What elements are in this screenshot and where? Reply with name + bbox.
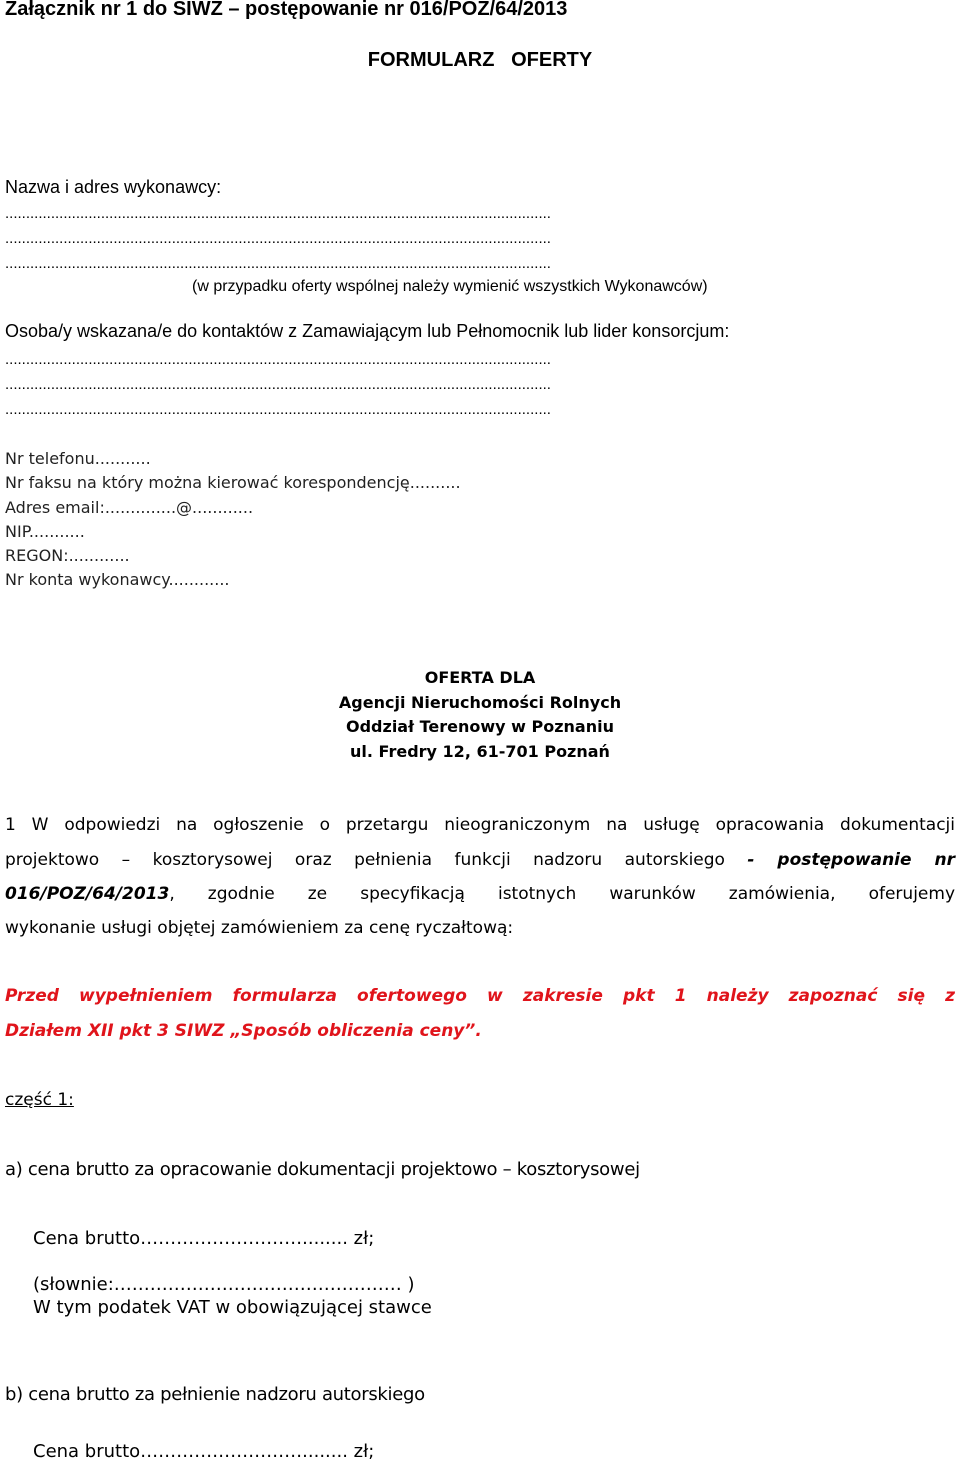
regon-field[interactable]: REGON:............	[5, 546, 130, 565]
recipient-line-1: OFERTA DLA	[424, 668, 536, 687]
offer-paragraph-line-3-text: , zgodnie ze specyfikacją istotnych warunków zamówienia, oferujemy	[169, 884, 955, 904]
offer-paragraph-line-1: 1 W odpowiedzi na ogłoszenie o przetargu nieograniczonym na usługę opracowania dokumentacji	[5, 815, 955, 835]
nip-field[interactable]: NIP...........	[5, 522, 85, 541]
item-a-label: a) cena brutto za opracowanie dokumentacji projektowo – kosztorysowej	[5, 1159, 640, 1180]
procedure-number: 016/POZ/64/2013	[5, 884, 170, 904]
contractor-dots-3: ...................................................................................................................................	[5, 255, 551, 272]
contact-dots-2: ...................................................................................................................................	[5, 376, 551, 393]
contractor-dots-2: ...................................................................................................................................	[5, 230, 551, 247]
warning-line-2: Działem XII pkt 3 SIWZ „Sposób obliczenia ceny”.	[5, 1021, 482, 1041]
fax-field[interactable]: Nr faksu na który można kierować korespondencję..........	[5, 473, 461, 492]
item-b-label: b) cena brutto za pełnienie nadzoru autorskiego	[5, 1384, 425, 1405]
price-a-words-field[interactable]: (słownie:………………………………………… )	[33, 1274, 415, 1295]
contractor-dots-1: ...................................................................................................................................	[5, 205, 551, 222]
part-1-heading: część 1:	[5, 1090, 74, 1110]
procedure-reference: - postępowanie nr	[747, 850, 955, 870]
email-field[interactable]: Adres email:..............@............	[5, 498, 254, 517]
offer-paragraph-line-3	[5, 884, 955, 904]
contact-dots-3: ...................................................................................................................................	[5, 401, 551, 418]
vat-a-note: W tym podatek VAT w obowiązującej stawce	[33, 1297, 432, 1318]
contractor-name-label: Nazwa i adres wykonawcy:	[5, 177, 222, 197]
recipient-line-4: ul. Fredry 12, 61-701 Poznań	[350, 742, 610, 761]
recipient-line-2: Agencji Nieruchomości Rolnych	[338, 693, 622, 712]
price-a-field[interactable]: Cena brutto………………………........ zł;	[33, 1228, 375, 1249]
recipient-line-3: Oddział Terenowy w Poznaniu	[346, 717, 614, 736]
warning-line-1: Przed wypełnieniem formularza ofertowego w zakresie pkt 1 należy zapoznać się z	[5, 986, 955, 1006]
attachment-title: Załącznik nr 1 do SIWZ – postępowanie nr 016/POZ/64/2013	[5, 0, 568, 20]
form-title: FORMULARZ OFERTY	[367, 49, 593, 71]
offer-paragraph-line-4: wykonanie usługi objętej zamówieniem za cenę ryczałtową:	[5, 918, 514, 938]
joint-offer-note: (w przypadku oferty wspólnej należy wymienić wszystkich Wykonawców)	[192, 278, 708, 295]
offer-paragraph-line-2-text: projektowo – kosztorysowej oraz pełnienia funkcji nadzoru autorskiego	[5, 850, 748, 870]
price-b-field[interactable]: Cena brutto………………………........ zł;	[33, 1441, 375, 1462]
contact-person-label: Osoba/y wskazana/e do kontaktów z Zamawiającym lub Pełnomocnik lub lider konsorcjum:	[5, 321, 730, 341]
offer-paragraph-line-2	[5, 850, 955, 870]
contact-dots-1: ...................................................................................................................................	[5, 351, 551, 368]
account-number-field[interactable]: Nr konta wykonawcy............	[5, 570, 230, 589]
phone-field[interactable]: Nr telefonu...........	[5, 449, 151, 468]
